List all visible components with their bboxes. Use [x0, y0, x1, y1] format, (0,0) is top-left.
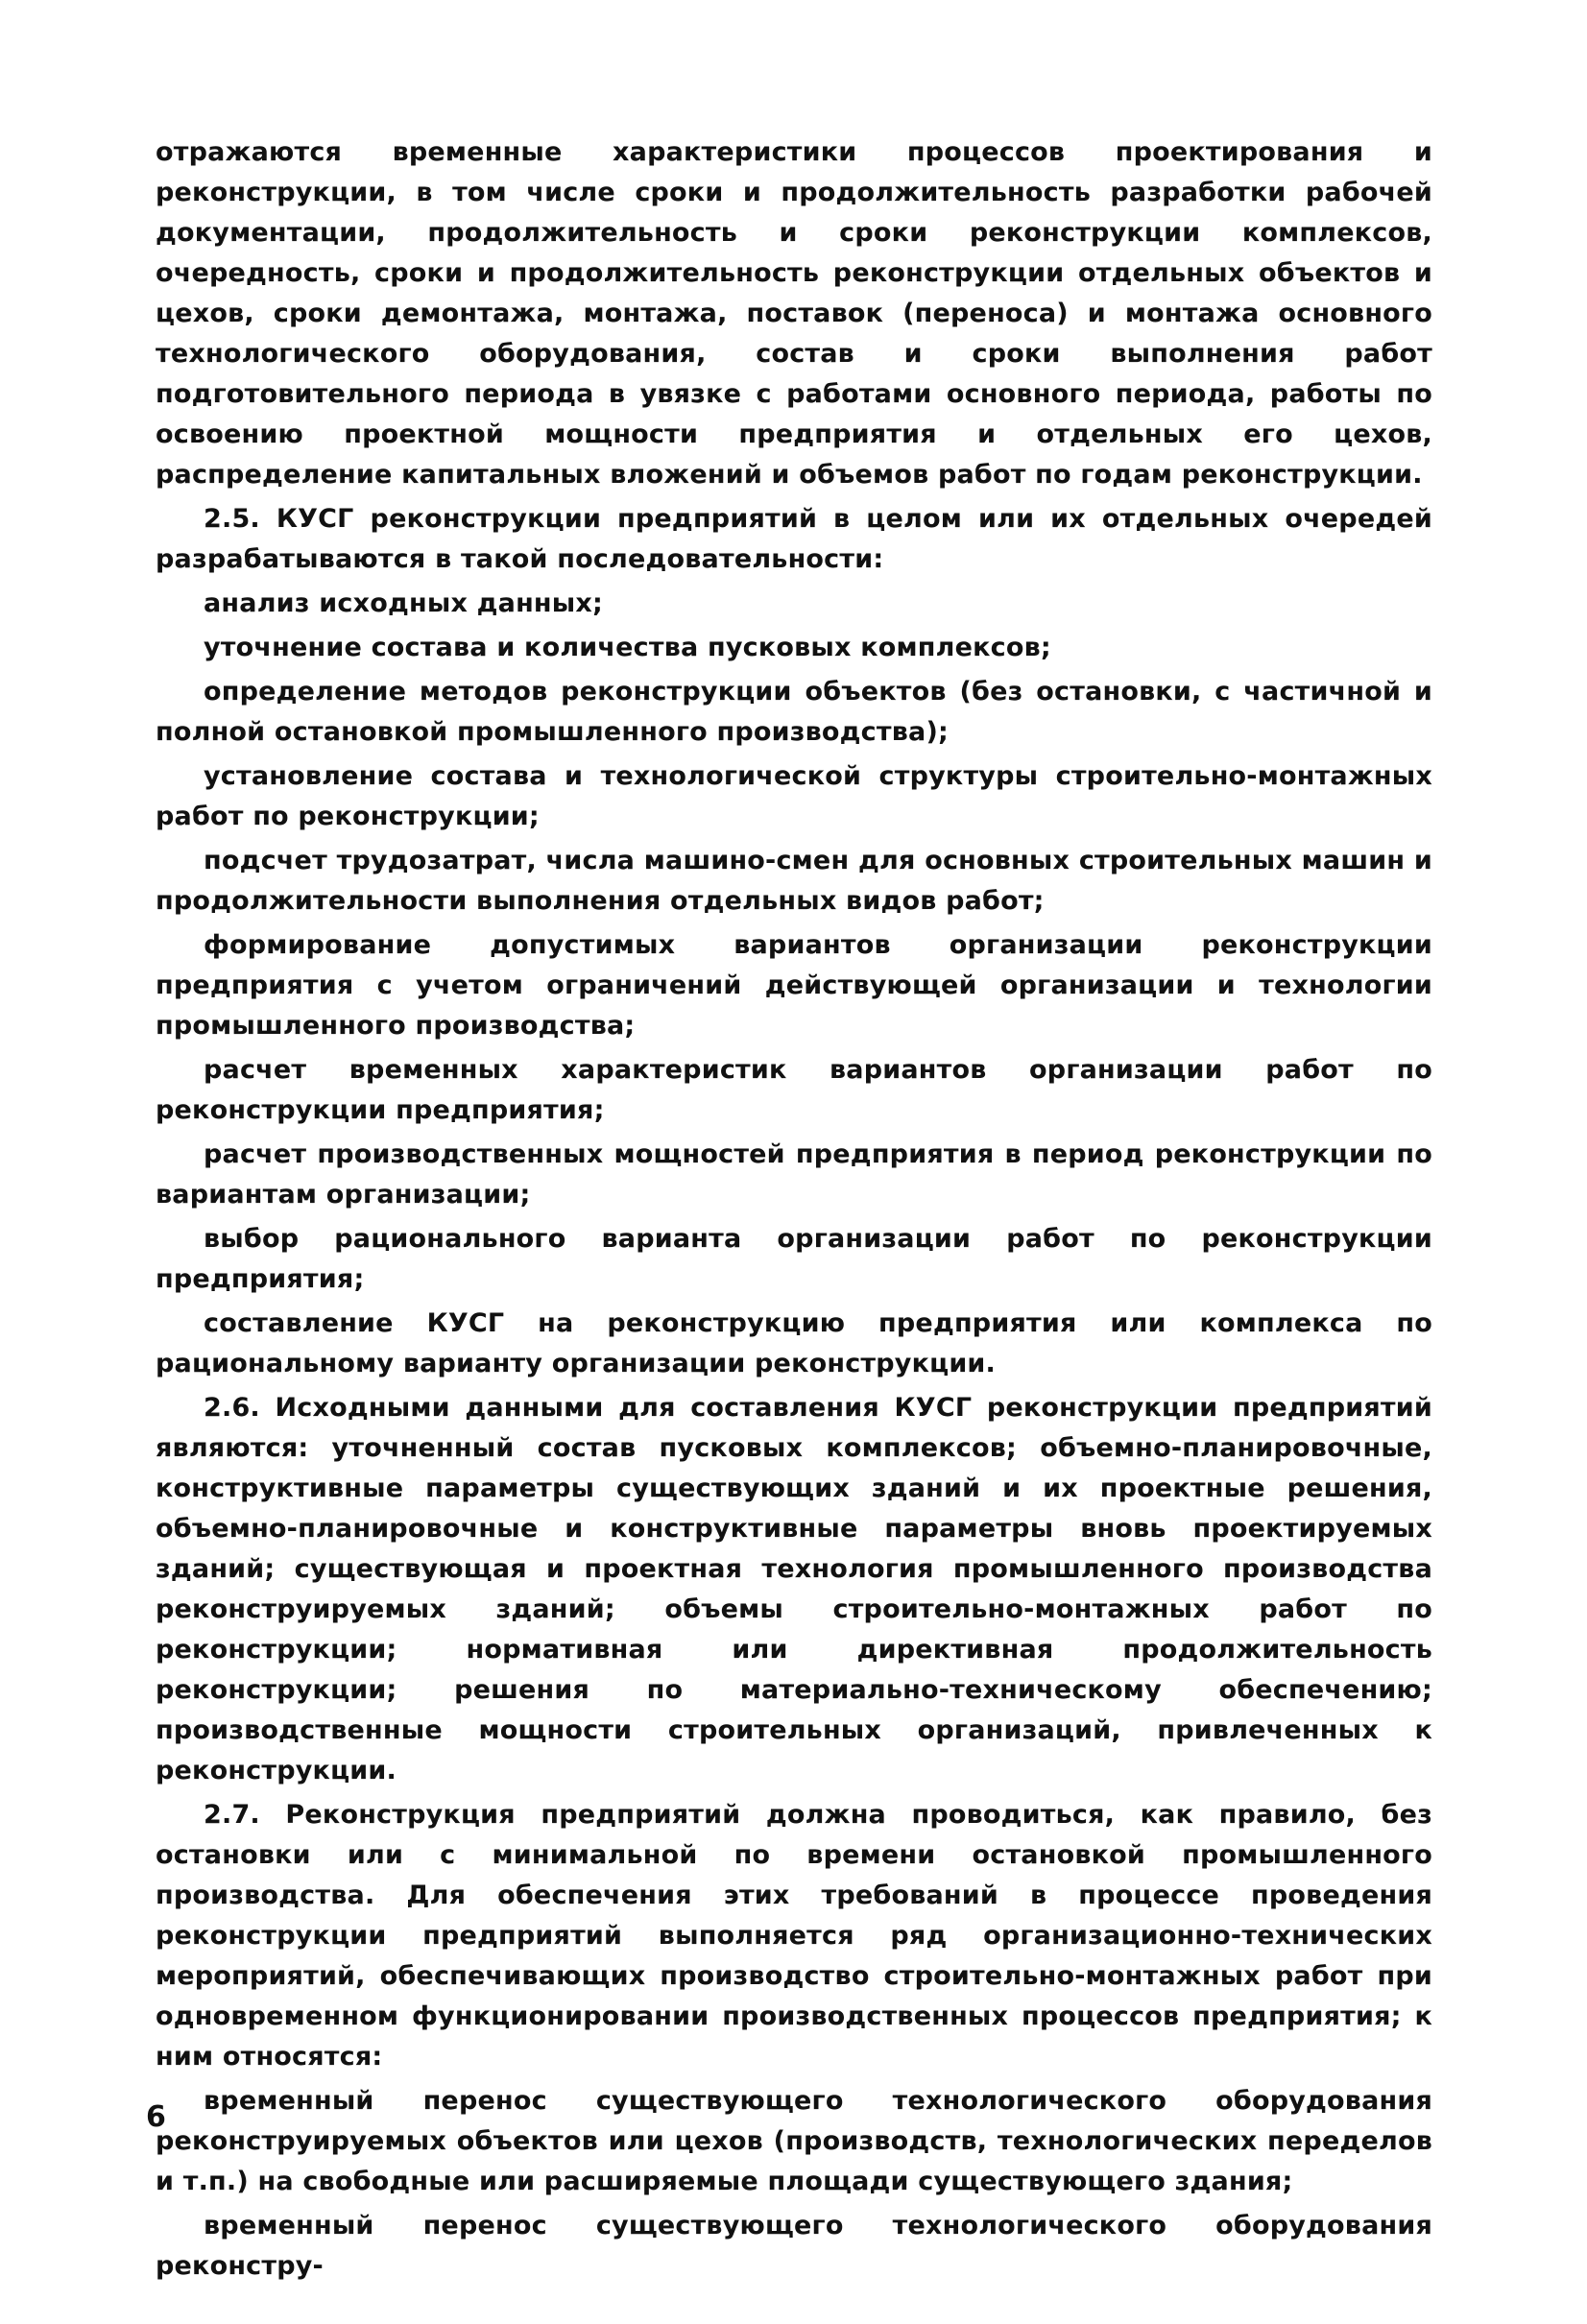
list-item: расчет временных характеристик вариантов организации работ по реконструкции предприятия; [156, 1055, 1432, 1125]
list-item: составление КУСГ на реконструкцию предприятия или комплекса по рациональному варианту организации реконструкции. [156, 1308, 1432, 1378]
list-item: временный перенос существующего технологического оборудования реконстру- [156, 2211, 1432, 2281]
list-item: формирование допустимых вариантов организации реконструкции предприятия с учетом ограничений действующей организации и технологии промышленного производства; [156, 930, 1432, 1041]
paragraph-continuation: отражаются временные характеристики процессов проектирования и реконструкции, в том числе сроки и продолжительность разработки рабочей документации, продолжительность и сроки реконструкции комплексов, очередность, сроки и продолжительность реконструкции отдельных объектов и цехов, сроки демонтажа, монтажа, поставок (переноса) и монтажа основного технологического оборудования, состав и сроки выполнения работ подготовительного периода в увязке с работами основного периода, работы по освоению проектной мощности предприятия и отдельных его цехов, распределение капитальных вложений и объемов работ по годам реконструкции. [156, 137, 1432, 490]
list-item: выбор рационального варианта организации работ по реконструкции предприятия; [156, 1224, 1432, 1294]
list-item: уточнение состава и количества пусковых комплексов; [204, 633, 1051, 662]
paragraph-2-6: 2.6. Исходными данными для составления КУСГ реконструкции предприятий являются: уточненный состав пусковых комплексов; объемно-планировочные, конструктивные параметры существующих зданий и их проектные решения, объемно-планировочные и конструктивные параметры вновь проектируемых зданий; существующая и проектная технология промышленного производства реконструируемых зданий; объемы строительно-монтажных работ по реконструкции; нормативная или директивная продолжительность реконструкции; решения по материально-техническому обеспечению; производственные мощности строительных организаций, привлеченных к реконструкции. [156, 1393, 1432, 1785]
list-item: временный перенос существующего технологического оборудования реконструируемых объектов или цехов (производств, технологических переделов и т.п.) на свободные или расширяемые площади существующего здания; [156, 2086, 1432, 2196]
body-text [156, 132, 1432, 2290]
paragraph-2-7: 2.7. Реконструкция предприятий должна проводиться, как правило, без остановки или с минимальной по времени остановкой промышленного производства. Для обеспечения этих требований в процессе проведения реконструкции предприятий выполняется ряд организационно-технических мероприятий, обеспечивающих производство строительно-монтажных работ при одновременном функционировании производственных процессов предприятия; к ним относятся: [156, 1800, 1432, 2072]
paragraph-2-5: 2.5. КУСГ реконструкции предприятий в целом или их отдельных очередей разрабатываются в такой последовательности: [156, 504, 1432, 574]
page-number: 6 [146, 2100, 166, 2134]
list-item: установление состава и технологической структуры строительно-монтажных работ по реконструкции; [156, 761, 1432, 831]
list-item: анализ исходных данных; [204, 588, 604, 618]
list-item: расчет производственных мощностей предприятия в период реконструкции по вариантам организации; [156, 1139, 1432, 1210]
list-item: подсчет трудозатрат, числа машино-смен для основных строительных машин и продолжительности выполнения отдельных видов работ; [156, 846, 1432, 916]
list-item: определение методов реконструкции объектов (без остановки, с частичной и полной остановкой промышленного производства); [156, 677, 1432, 747]
